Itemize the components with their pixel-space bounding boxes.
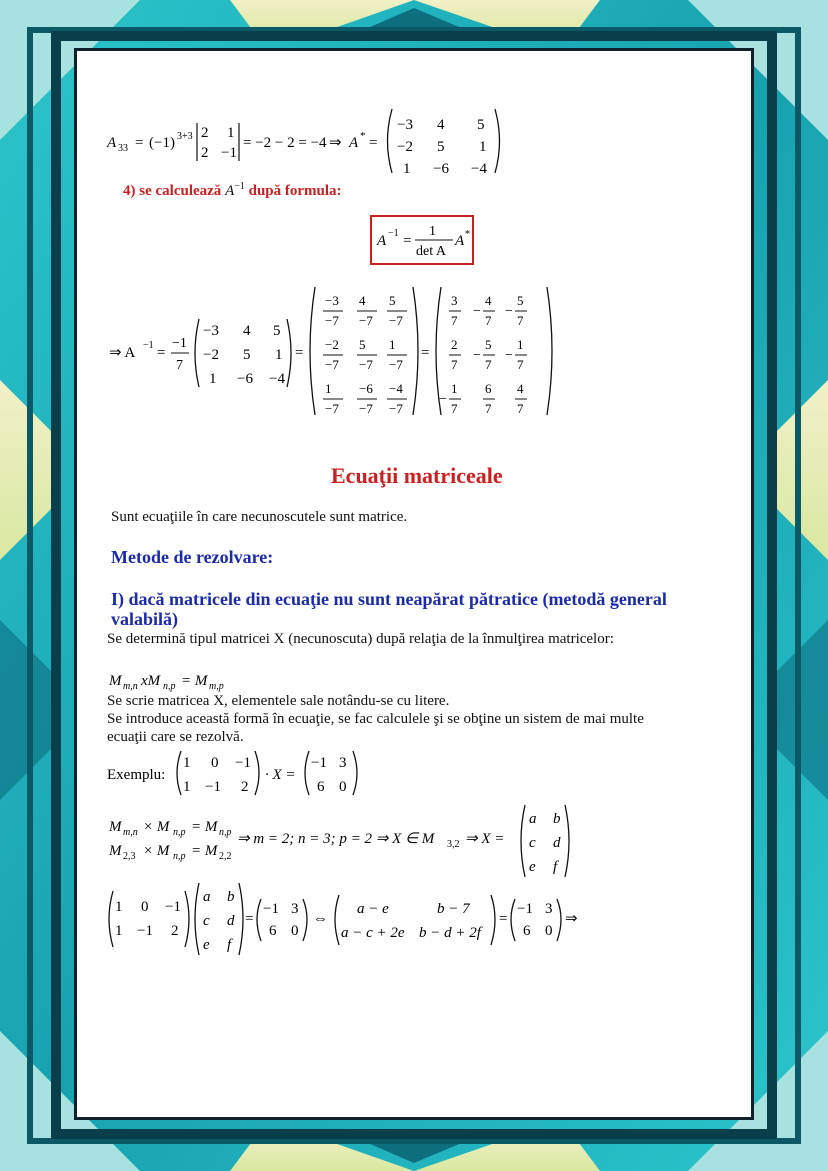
example-label: Exemplu: (107, 767, 166, 783)
step4-sup: −1 (234, 181, 245, 192)
frac-den: 7 (485, 313, 492, 328)
adj-cell: −4 (471, 161, 487, 177)
svg-text:−1: −1 (235, 755, 251, 771)
svg-text:2: 2 (241, 779, 249, 795)
adjugate-symbol: A (349, 135, 359, 151)
svg-text:=: = (295, 345, 304, 361)
dimension-deduction (107, 803, 587, 879)
sign: − (505, 304, 513, 319)
adj-cell: −2 (397, 139, 413, 155)
svg-text:= M: = M (191, 819, 218, 835)
svg-text:=: = (369, 135, 378, 151)
frac-den: −7 (359, 313, 373, 328)
svg-text:e: e (203, 937, 210, 953)
svg-text:1: 1 (183, 779, 191, 795)
frac-num: −6 (359, 381, 373, 396)
formula-rhs: A (455, 233, 465, 249)
inv-cell: 5 (243, 347, 251, 363)
svg-text:3,2: 3,2 (447, 839, 460, 850)
formula-lhs-sup: −1 (388, 228, 399, 239)
step4-line (123, 181, 342, 200)
svg-text:1: 1 (183, 755, 191, 771)
frac-den: 7 (485, 401, 492, 416)
svg-text:6: 6 (317, 779, 325, 795)
sign: − (439, 392, 447, 407)
det-cell: 2 (201, 145, 209, 161)
frac-num: −3 (325, 293, 339, 308)
svg-text:b − 7: b − 7 (437, 901, 470, 917)
svg-text:a − e: a − e (357, 901, 389, 917)
svg-text:d: d (227, 913, 235, 929)
svg-text:× M: × M (143, 819, 170, 835)
step4-label: 4) se calculează (123, 183, 222, 199)
svg-text:2,2: 2,2 (219, 851, 232, 862)
method1-heading-line1: I) dacă matricele din ecuaţie nu sunt neapărat pătratice (metodă general (111, 589, 667, 609)
svg-text:⇔: ⇔ (313, 911, 328, 927)
fraction-matrix (323, 293, 407, 416)
frac-den: −7 (359, 401, 373, 416)
svg-text:M: M (109, 673, 122, 689)
svg-text:c: c (529, 835, 536, 851)
svg-text:0: 0 (545, 923, 553, 939)
svg-text:2,3: 2,3 (123, 851, 136, 862)
inv-cell: 4 (243, 323, 251, 339)
svg-text:= M: = M (181, 673, 208, 689)
svg-text:xM: xM (141, 673, 161, 689)
frac-num: 5 (485, 337, 492, 352)
svg-text:m,n: m,n (123, 681, 138, 692)
svg-text:−1: −1 (165, 899, 181, 915)
frac-num: 5 (359, 337, 366, 352)
frac-num: 4 (485, 293, 492, 308)
svg-text:e: e (529, 859, 536, 875)
svg-text:a: a (203, 889, 211, 905)
svg-text:0: 0 (141, 899, 149, 915)
example-equation (107, 747, 407, 801)
frac-num: −2 (325, 337, 339, 352)
frac-num: 1 (517, 337, 524, 352)
frac-den: −7 (325, 401, 339, 416)
svg-text:6: 6 (269, 923, 277, 939)
frac-den: 7 (451, 401, 458, 416)
svg-text:=: = (157, 345, 166, 361)
section-intro: Sunt ecuaţiile în care necunoscutele sunt matrice. (111, 509, 408, 525)
svg-text:=: = (245, 911, 254, 927)
svg-text:3: 3 (291, 901, 299, 917)
inverse-prefix: ⇒ A (109, 345, 136, 361)
frac-num: 5 (517, 293, 524, 308)
svg-text:a: a (529, 811, 537, 827)
svg-text:−1: −1 (517, 901, 533, 917)
inv-cell: −4 (269, 371, 285, 387)
sign: − (473, 348, 481, 363)
power-base: (−1) (149, 135, 175, 151)
power-exp: 3+3 (177, 131, 193, 142)
svg-text:· X =: · X = (265, 767, 296, 783)
svg-text:3: 3 (545, 901, 553, 917)
inv-cell: −6 (237, 371, 253, 387)
svg-text:a − c + 2e: a − c + 2e (341, 925, 405, 941)
svg-text:f: f (227, 937, 232, 953)
svg-text:b: b (553, 811, 561, 827)
svg-text:=: = (421, 345, 430, 361)
document-page (74, 48, 754, 1120)
svg-text:f: f (553, 859, 558, 875)
frac-den: −7 (389, 313, 403, 328)
svg-text:M: M (109, 843, 122, 859)
method1-heading-line2: valabilă) (111, 609, 179, 629)
paragraph-1: Se determină tipul matricei X (necunoscuta) după relaţia de la înmulţirea matricelor: (107, 631, 614, 647)
inv-cell: 1 (209, 371, 217, 387)
coef-den: 7 (176, 358, 183, 373)
svg-text:n,p: n,p (219, 827, 232, 838)
inverse-prefix-sup: −1 (143, 340, 154, 351)
svg-text:0: 0 (211, 755, 219, 771)
adj-cell: 5 (477, 117, 485, 133)
svg-text:2: 2 (171, 923, 179, 939)
svg-text:c: c (203, 913, 210, 929)
frac-den: 7 (517, 313, 524, 328)
frac-num: 3 (451, 293, 458, 308)
det-cell: −1 (221, 145, 237, 161)
frac-num: −4 (389, 381, 403, 396)
formula-den: det A (416, 244, 446, 259)
svg-text:n,p: n,p (173, 851, 186, 862)
svg-text:d: d (553, 835, 561, 851)
frac-num: 1 (451, 381, 458, 396)
frac-den: 7 (485, 357, 492, 372)
svg-text:=: = (499, 911, 508, 927)
section-title: Ecuaţii matriceale (331, 463, 503, 488)
methods-heading: Metode de rezolvare: (111, 547, 274, 567)
svg-text:1: 1 (115, 923, 123, 939)
cofactor-result: = −2 − 2 = −4 (243, 135, 327, 151)
inv-cell: −3 (203, 323, 219, 339)
frac-num: 4 (517, 381, 524, 396)
cofactor-equation (107, 101, 547, 181)
svg-text:1: 1 (115, 899, 123, 915)
dimension-rule (107, 665, 307, 693)
paragraph-3a: Se introduce această formă în ecuaţie, se fac calculele şi se obţine un sistem de mai multe (107, 711, 644, 727)
frac-num: 5 (389, 293, 396, 308)
a33-sub: 33 (118, 143, 128, 154)
step4-tail: după formula: (248, 183, 342, 199)
a33-symbol: A (107, 135, 117, 151)
svg-text:m,n: m,n (123, 827, 138, 838)
frac-den: −7 (359, 357, 373, 372)
frac-den: 7 (517, 401, 524, 416)
adjugate-sup: * (360, 130, 366, 142)
step4-expr: A (225, 183, 235, 199)
eq-sign: = (135, 135, 144, 151)
svg-text:n,p: n,p (173, 827, 186, 838)
frac-den: 7 (451, 357, 458, 372)
adj-cell: −3 (397, 117, 413, 133)
svg-text:−1: −1 (311, 755, 327, 771)
svg-text:6: 6 (523, 923, 531, 939)
adj-cell: 1 (403, 161, 411, 177)
formula-rhs-sup: * (465, 229, 470, 240)
frac-den: −7 (389, 357, 403, 372)
inverse-computation (107, 281, 577, 421)
svg-text:M: M (109, 819, 122, 835)
svg-text:⇒: ⇒ (565, 911, 578, 927)
svg-text:b: b (227, 889, 235, 905)
implies-symbol: ⇒ (329, 135, 342, 151)
inv-cell: −2 (203, 347, 219, 363)
paragraph-2: Se scrie matricea X, elementele sale notându-se cu litere. (107, 693, 450, 709)
svg-text:⇒ m = 2; n = 3; p = 2 ⇒ X ∈ M: ⇒ m = 2; n = 3; p = 2 ⇒ X ∈ M (237, 831, 435, 847)
paragraph-3b: ecuaţii care se rezolvă. (107, 729, 244, 745)
result-matrix (439, 293, 527, 416)
frac-num: 1 (325, 381, 332, 396)
inv-cell: 1 (275, 347, 283, 363)
frac-num: 4 (359, 293, 366, 308)
inv-cell: 5 (273, 323, 281, 339)
svg-text:b − d + 2f: b − d + 2f (419, 925, 481, 941)
frac-den: −7 (325, 357, 339, 372)
adj-cell: 1 (479, 139, 487, 155)
svg-text:n,p: n,p (163, 681, 176, 692)
adj-cell: 5 (437, 139, 445, 155)
svg-text:−1: −1 (205, 779, 221, 795)
svg-text:= M: = M (191, 843, 218, 859)
det-cell: 1 (227, 125, 235, 141)
adj-cell: 4 (437, 117, 445, 133)
svg-text:=: = (403, 233, 412, 249)
adj-cell: −6 (433, 161, 449, 177)
sign: − (505, 348, 513, 363)
frac-den: 7 (451, 313, 458, 328)
frac-den: −7 (325, 313, 339, 328)
svg-text:−1: −1 (137, 923, 153, 939)
formula-lhs: A (377, 233, 387, 249)
coef-num: −1 (172, 336, 187, 351)
frac-den: −7 (389, 401, 403, 416)
sign: − (473, 304, 481, 319)
svg-text:0: 0 (339, 779, 347, 795)
frac-num: 1 (389, 337, 396, 352)
svg-text:0: 0 (291, 923, 299, 939)
inverse-formula (373, 217, 469, 261)
svg-text:m,p: m,p (209, 681, 224, 692)
formula-num: 1 (429, 224, 436, 239)
svg-text:⇒ X =: ⇒ X = (465, 831, 505, 847)
det-cell: 2 (201, 125, 209, 141)
frac-num: 2 (451, 337, 458, 352)
frac-den: 7 (517, 357, 524, 372)
final-equation (107, 881, 627, 957)
svg-text:3: 3 (339, 755, 347, 771)
svg-text:× M: × M (143, 843, 170, 859)
frac-num: 6 (485, 381, 492, 396)
svg-text:−1: −1 (263, 901, 279, 917)
